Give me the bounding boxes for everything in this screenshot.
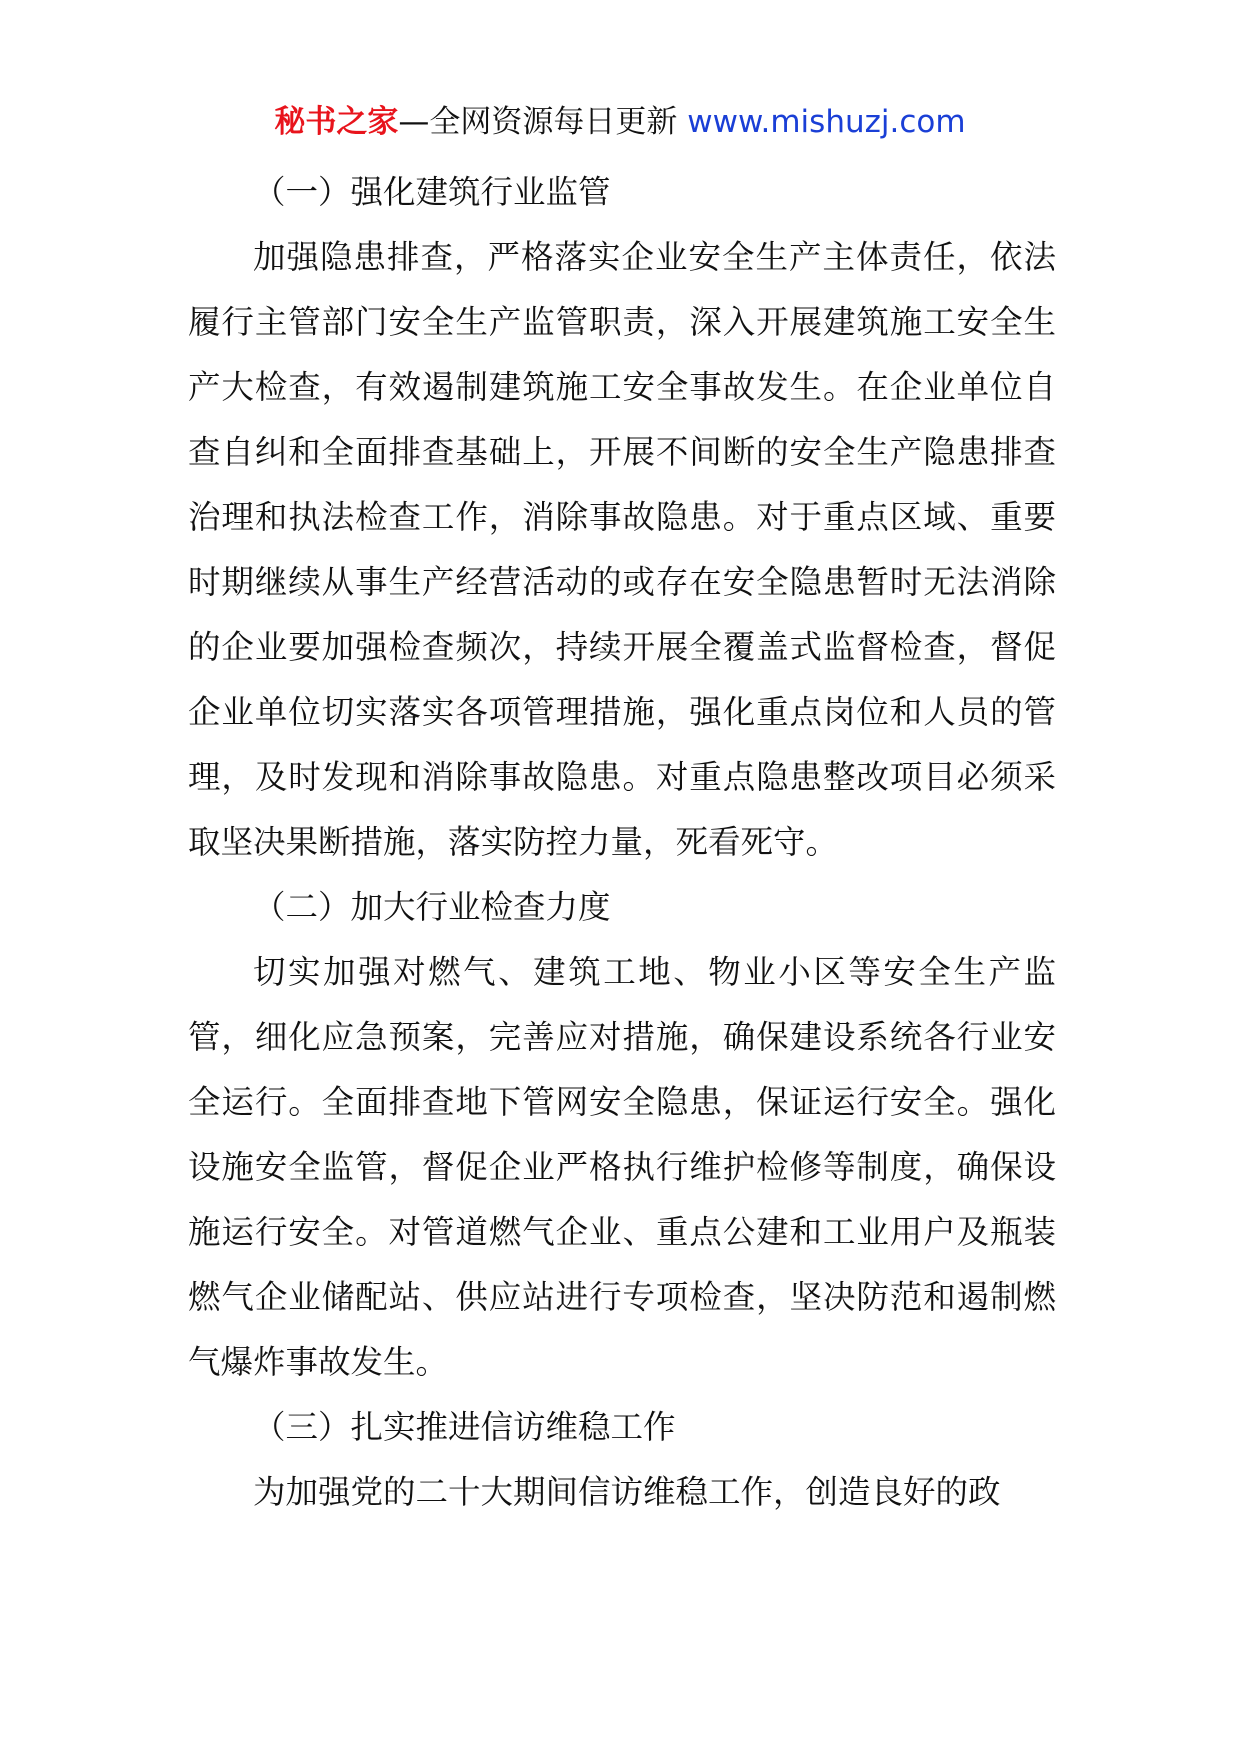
section-heading-1: （一）强化建筑行业监管 [253, 173, 611, 211]
section-heading-2: （二）加大行业检查力度 [253, 888, 611, 926]
section-heading-3: （三）扎实推进信访维稳工作 [253, 1408, 676, 1446]
header-tagline: —全网资源每日更新 [398, 104, 678, 140]
section-paragraph-1: 加强隐患排查，严格落实企业安全生产主体责任，依法履行主管部门安全生产监管职责，深入开展建筑施工安全生产大检查，有效遏制建筑施工安全事故发生。在企业单位自查自纠和全面排查基础上，开展不间断的安全生产隐患排查治理和执法检查工作，消除事故隐患。对于重点区域、重要时期继续从事生产经营活动的或存在安全隐患暂时无法消除的企业要加强检查频次，持续开展全覆盖式监督检查，督促企业单位切实落实各项管理措施，强化重点岗位和人员的管理，及时发现和消除事故隐患。对重点隐患整改项目必须采取坚决果断措施，落实防控力量，死看死守。 [188, 238, 1056, 861]
header-url-link[interactable]: www.mishuzj.com [687, 104, 966, 140]
document-body [188, 160, 1056, 1525]
section-paragraph-3: 为加强党的二十大期间信访维稳工作，创造良好的政 [253, 1473, 1001, 1511]
page-header [0, 100, 1240, 144]
section-paragraph-2: 切实加强对燃气、建筑工地、物业小区等安全生产监管，细化应急预案，完善应对措施，确保建设系统各行业安全运行。全面排查地下管网安全隐患，保证运行安全。强化设施安全监管，督促企业严格执行维护检修等制度，确保设施运行安全。对管道燃气企业、重点公建和工业用户及瓶装燃气企业储配站、供应站进行专项检查，坚决防范和遏制燃气爆炸事故发生。 [188, 953, 1056, 1381]
header-brand: 秘书之家 [274, 104, 399, 140]
